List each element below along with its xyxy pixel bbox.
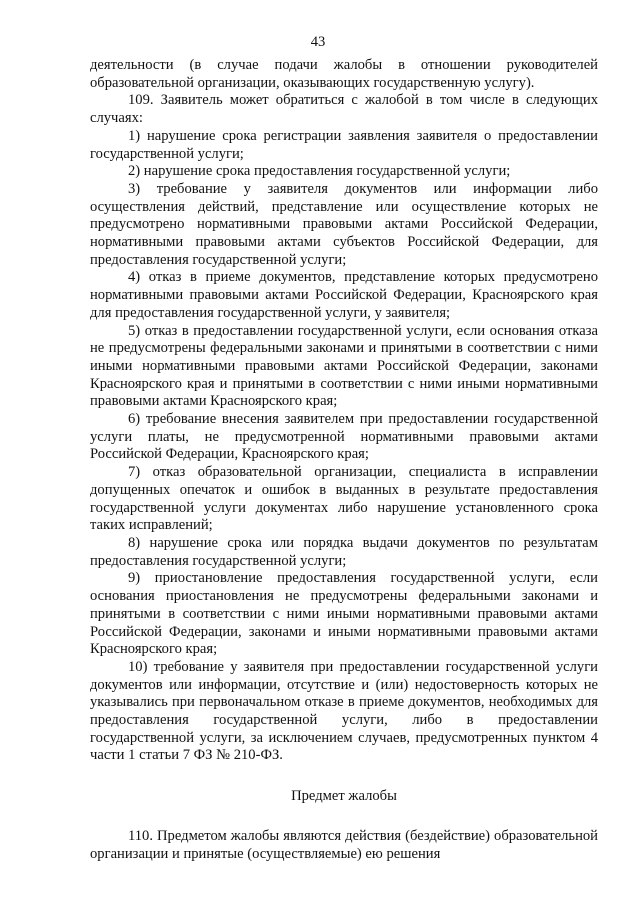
list-item-3: 3) требование у заявителя документов или информации либо осуществления действий, представление или осуществление которых не предусмотрено нормативными правовыми актами Российской Федерации, нормативными правовыми актами субъектов Российской Федерации, для предоставления государственной услуги; — [90, 180, 598, 268]
list-item-4: 4) отказ в приеме документов, представление которых предусмотрено нормативными правовыми актами Российской Федерации, Красноярского края для предоставления государственной услуги, у заявителя; — [90, 269, 598, 321]
list-item-9: 9) приостановление предоставления государственной услуги, если основания приостановления не предусмотрены федеральными законами и принятыми в соответствии с ними иными нормативными правовыми актами Российской Федерации, законами и иными нормативными правовыми актами Красноярского края; — [90, 570, 598, 658]
paragraph-110: 110. Предметом жалобы являются действия (бездействие) образовательной организации и принятые (осуществляемые) ею решения — [90, 827, 598, 862]
list-item-8: 8) нарушение срока или порядка выдачи документов по результатам предоставления государственной услуги; — [90, 534, 598, 569]
list-item-5: 5) отказ в предоставлении государственной услуги, если основания отказа не предусмотрены федеральными законами и принятыми в соответствии с ними иными нормативными правовыми актами Российской Федерации, законами Красноярского края и принятыми в соответствии с ними иными нормативными правовыми актами Красноярского края; — [90, 322, 598, 410]
paragraph-109: 109. Заявитель может обратиться с жалобой в том числе в следующих случаях: — [90, 92, 598, 127]
paragraph-continuation: деятельности (в случае подачи жалобы в отношении руководителей образовательной организации, оказывающих государственную услугу). — [90, 57, 598, 91]
document-body — [90, 57, 598, 863]
list-item-6: 6) требование внесения заявителем при предоставлении государственной услуги платы, не предусмотренной нормативными правовыми актами Российской Федерации, Красноярского края; — [90, 411, 598, 463]
list-item-7: 7) отказ образовательной организации, специалиста в исправлении допущенных опечаток и ошибок в выданных в результате предоставления государственной услуги документах либо нарушение установленного срока таких исправлений; — [90, 464, 598, 534]
list-item-1: 1) нарушение срока регистрации заявления заявителя о предоставлении государственной услуги; — [90, 127, 598, 162]
section-heading: Предмет жалобы — [291, 788, 397, 805]
page-number: 43 — [310, 34, 326, 50]
list-item-2: 2) нарушение срока предоставления государственной услуги; — [128, 163, 511, 180]
list-item-10: 10) требование у заявителя при предоставлении государственной услуги документов или информации, отсутствие и (или) недостоверность которых не указывались при первоначальном отказе в приеме документов, необходимых для предоставления государственной услуги, либо в предоставлении государственной услуги, за исключением случаев, предусмотренных пунктом 4 части 1 статьи 7 ФЗ № 210-ФЗ. — [90, 658, 598, 764]
